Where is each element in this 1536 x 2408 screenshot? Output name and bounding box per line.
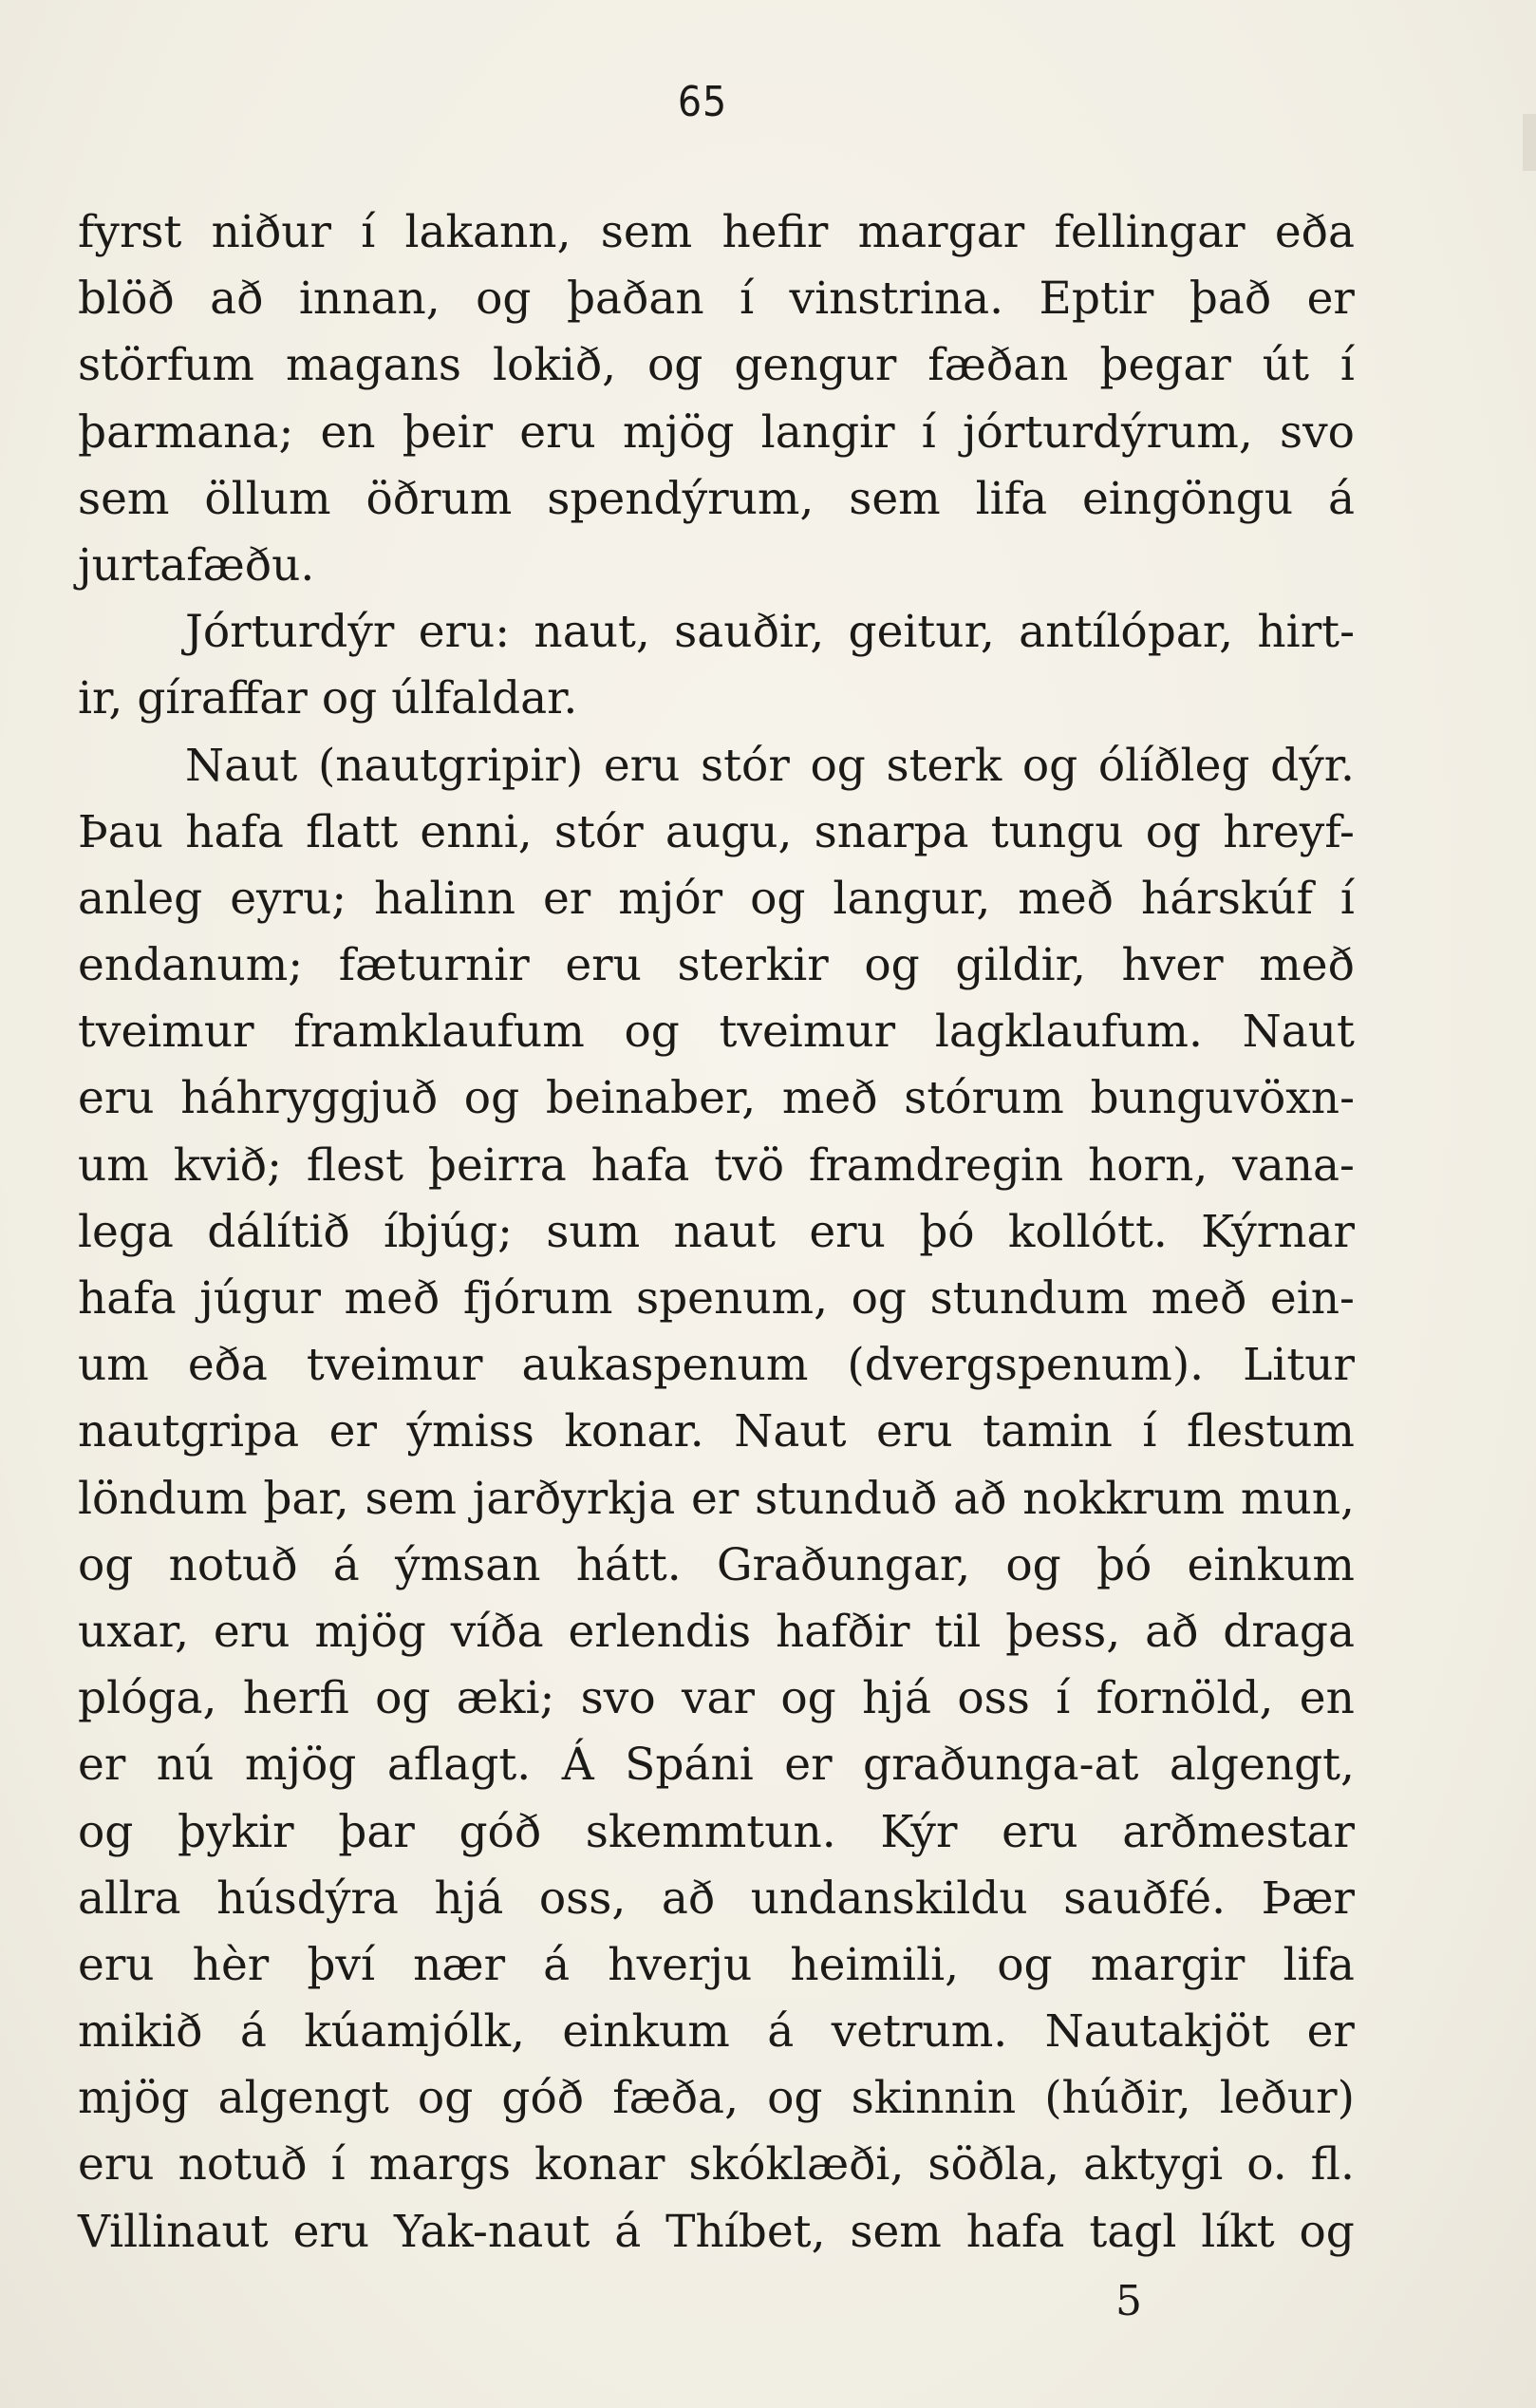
text-line: blöð að innan, og þaðan í vinstrina. Eptir það er [78,273,1355,326]
text-line: mjög algengt og góð fæða, og skinnin (húðir, leður) [78,2072,1355,2125]
text-line: löndum þar, sem jarðyrkja er stunduð að nokkrum mun, [78,1472,1355,1525]
text-line: um eða tveimur aukaspenum (dvergspenum). Litur [78,1339,1355,1392]
text-line: eru háhryggjuð og beinaber, með stórum bunguvöxn- [78,1072,1355,1125]
text-line: anleg eyru; halinn er mjór og langur, með hárskúf í [78,872,1355,925]
text-line: ir, gíraffar og úlfaldar. [78,672,578,725]
body-text [78,199,1355,2266]
text-line: sem öllum öðrum spendýrum, sem lifa eingöngu á [78,472,1355,525]
text-line: um kvið; flest þeirra hafa tvö framdregin horn, vana- [78,1138,1355,1192]
text-line: lega dálítið íbjúg; sum naut eru þó kollótt. Kýrnar [78,1205,1355,1258]
text-line: nautgripa er ýmiss konar. Naut eru tamin í flestum [78,1405,1355,1458]
text-line: mikið á kúamjólk, einkum á vetrum. Nautakjöt er [78,2005,1355,2059]
page-number: 65 [677,78,728,126]
text-line: Jórturdýr eru: naut, sauðir, geitur, antílópar, hirt- [185,606,1355,659]
text-line: jurtafæðu. [78,538,315,592]
text-line: þarmana; en þeir eru mjög langir í jórturdýrum, svo [78,405,1355,459]
signature-mark: 5 [1115,2277,1142,2325]
text-line: uxar, eru mjög víða erlendis hafðir til þess, að draga [78,1605,1355,1658]
text-line: plóga, herfi og æki; svo var og hjá oss í fornöld, en [78,1672,1355,1725]
text-line: eru hèr því nær á hverju heimili, og margir lifa [78,1938,1355,1991]
text-line: er nú mjög aflagt. Á Spáni er graðunga-at algengt, [78,1739,1355,1792]
text-line: og notuð á ýmsan hátt. Graðungar, og þó einkum [78,1538,1355,1591]
text-line: endanum; fæturnir eru sterkir og gildir, hver með [78,939,1355,992]
text-line: fyrst niður í lakann, sem hefir margar fellingar eða [78,206,1355,258]
text-line: hafa júgur með fjórum spenum, og stundum með ein- [78,1272,1355,1325]
text-line: Villinaut eru Yak-naut á Thíbet, sem hafa tagl líkt og [78,2205,1355,2258]
text-line: Þau hafa flatt enni, stór augu, snarpa tungu og hreyf- [78,805,1355,858]
text-line: eru notuð í margs konar skóklæði, söðla, aktygi o. fl. [78,2138,1355,2192]
scan-edge-mark [1523,114,1536,171]
text-line: störfum magans lokið, og gengur fæðan þegar út í [78,339,1355,392]
text-line: tveimur framklaufum og tveimur lagklaufum. Naut [78,1006,1355,1059]
text-line: og þykir þar góð skemmtun. Kýr eru arðmestar [78,1805,1355,1858]
text-line: allra húsdýra hjá oss, að undanskildu sauðfé. Þær [78,1872,1355,1925]
text-line: Naut (nautgripir) eru stór og sterk og ólíðleg dýr. [185,739,1355,792]
